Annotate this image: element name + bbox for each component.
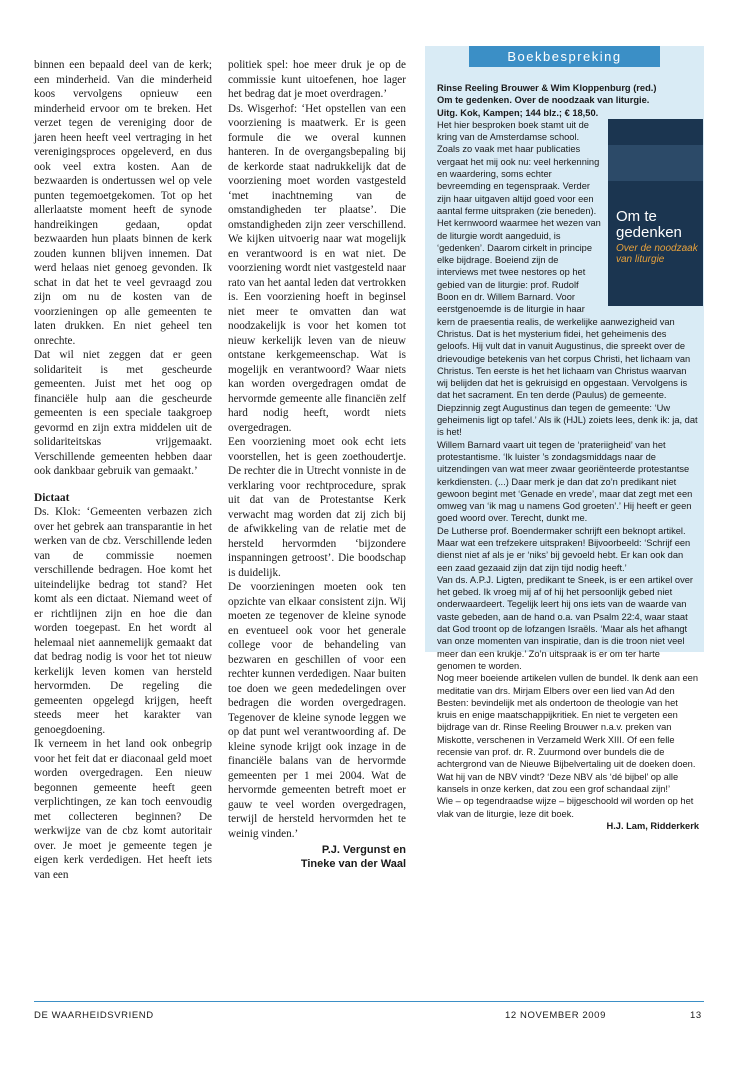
review-paragraph: Wie – op tegendraadse wijze – bijgeschoold wil worden op het vlak van de liturgie, leze dit boek.: [437, 796, 694, 819]
issue-date: 12 NOVEMBER 2009: [505, 1010, 606, 1021]
reviewer-signature: H.J. Lam, Ridderkerk: [606, 820, 699, 831]
cover-band: [608, 145, 703, 181]
review-body: [437, 82, 699, 832]
paragraph: Ds. Klok: ‘Gemeenten verbazen zich over het gebrek aan transparantie in het werken van de cbz. Verschillende leden van de commissie noemen verschillende bedragen. Hoe komt het uiteindelijke bedrag tot stand? Het komt als een dictaat. Niemand weet of er richtlijnen zijn en hoe die dan worden toegepast. En het wordt al helemaal niet aannemelijk gemaakt dat dat bedrag nodig is voor het tot nieuw kerkelijk leven komen van hersteld hervormden. De regeling die gemeenten opgelegd krijgen, heeft steeds meer het karakter van genoegdoening.: [34, 506, 212, 736]
book-cover-image: [608, 119, 703, 306]
paragraph: politiek spel: hoe meer druk je op de commissie kunt uitoefenen, hoe lager het bedrag dat je moet overdragen.’: [228, 59, 406, 100]
page-number: 13: [690, 1010, 702, 1021]
book-review-box: [425, 46, 704, 831]
publication-name: DE WAARHEIDSVRIEND: [34, 1010, 154, 1021]
article-column-2: [228, 58, 406, 871]
paragraph: Dat wil niet zeggen dat er geen solidariteit is met gescheurde gemeenten. Juist met het oog op financiële hulp aan die gescheurde gemeenten is een speciale taakgroep gevormd en zijn extra middelen uit de solidariteitskas vrijgemaakt. Verschillende gemeenten hebben daar ook dankbaar gebruik van gemaakt.’: [34, 349, 212, 477]
review-paragraph: Het kernwoord waarmee het wezen van de liturgie wordt aangeduid, is ‘gedenken’. Daarom cirkelt in principe elke bijdrage. Boeiend zijn de interviews met twee nestores op het gebied van de liturgie: prof. Rudolf Boon en dr. Willem Barnard. Voor eerstgenoemde is de liturgie in haar kern de praesentia realis, de werkelijke aanwezigheid van Christus. Dat is het mysterium fidei, het geheimenis des geloofs. Hij vult dat in vanuit Augustinus, die spreekt over de drievoudige betekenis van het corpus Christi, het lichaam van Christus. Ten eerste is het het lichaam van Christus waarvan wij belijden dat het is gekruisigd en opgestaan. Vervolgens is dat het sacrament. En ten derde (Paulus) de gemeente. Diepzinnig zegt Augustinus dan tegen de gemeente: ‘Uw geheimenis ligt op tafel.’ Als ik (HJL) zoiets lees, denk ik: ja, dat is het!: [437, 218, 698, 438]
paragraph: binnen een bepaald deel van de kerk; een minderheid. Van die minderheid koos vervolgens opnieuw een minderheid ervoor om te breken. Het verzet tegen de vereniging door de jaren heen heeft veel vertraging in het verenigingsproces opgeleverd, en dus ook veel extra kosten. Aan de bezwaarden is ondertussen wel op vele punten tegemoetgekomen. Tot op het allerlaatste moment heeft de synode handreikingen gedaan, opdat bezwaarden hun plaats binnen de kerk zouden kunnen blijven innemen. Dat werd helaas niet genoeg gevonden. Ik schat in dat het te veel gevraagd zou zijn om nu de kosten van de voorzieningen op alle gemeenten te laten drukken. En niet geheel ten onrechte.: [34, 59, 212, 347]
section-heading: Dictaat: [34, 491, 70, 504]
signature-line: Tineke van der Waal: [300, 858, 406, 870]
paragraph: Ds. Wisgerhof: ‘Het opstellen van een voorziening is maatwerk. Er is geen formule die we overal kunnen hanteren. In de overgangsbepaling bij de kerkorde staat nadrukkelijk dat de voorziening moet worden vastgesteld ‘met inachtneming van de omstandigheden ter plaatse’. Die omstandigheden zijn zeer verschillend. We kijken uitvoerig naar wat mogelijk en verantwoord is en wat niet. De voorziening wordt niet vastgesteld naar rato van het aantal leden dat vertrokken is. Een voorziening hoeft in beginsel niet meer te omvatten dan wat noodzakelijk is voor het komen tot nieuw kerkelijk leven van de nieuw ontstane kerkgemeenschap. Wat is mogelijk en verantwoord? Waar niets kan worden overgedragen omdat de hervormde gemeente alle financiën zelf hard nodig heeft, wordt niets overgedragen.: [228, 102, 406, 434]
article-column-1: [34, 58, 212, 882]
review-paragraph: Nog meer boeiende artikelen vullen de bundel. Ik denk aan een meditatie van drs. Mirjam Elbers over een lied van Ad den Besten: bevindelijk met als ondertoon de theologie van het kruis en enige maatschappijkritiek. En niet te vergeten een bijdrage van dr. Rinse Reeling Brouwer n.a.v. preken van Miskotte, verschenen in Verzameld Werk XIII. Of een felle recensie van prof. dr. R. Zuurmond over bundels die de achtergrond van de Nieuwe Bijbelvertaling uit de doeken doen. Wat hij van de NBV vindt? ‘Deze NBV als ‘dé bijbel’ op alle kansels in onze kerken, dat zou een grof schandaal zijn!’: [437, 673, 699, 794]
bibliography-line: Rinse Reeling Brouwer & Wim Kloppenburg (red.): [437, 83, 657, 93]
review-paragraph: Het hier besproken boek stamt uit de kring van de Amsterdamse school. Zoals zo vaak met haar publicaties vergaat het mij ook nu: veel herkenning en waardering, soms echter bevreemding en tegenspraak. Verder zijn haar uitgaven altijd goed voor een aantal ferme uitspraken (zie beneden).: [437, 119, 600, 216]
review-paragraph: Van ds. A.P.J. Ligten, predikant te Sneek, is er een artikel over het gebed. Ik vroeg mij af of hij het persoonlijk gebed niet onderwaardeert. Tegelijk leert hij ons iets van de waarde van vaste gebeden, aan de hand o.a. van Psalm 22:4, waar staat dat God troont op de lofzangen Israëls. ‘Maar als het afhangt van onze momenten van inspiratie, dan is die troon niet veel meer dan een krukje.’ Zo’n uitspraak is er om ter harte genomen te worden.: [437, 574, 693, 671]
bibliography-line: Uitg. Kok, Kampen; 144 blz.; € 18,50.: [437, 107, 599, 118]
cover-title: Om te gedenken: [616, 207, 682, 241]
cover-subtitle: Over de noodzaak van liturgie: [616, 242, 698, 265]
paragraph: De voorzieningen moeten ook ten opzichte van elkaar consistent zijn. Wij moeten ze tegenover de kleine synode en eventueel ook voor het generale college voor de behandeling van bezwaren en geschillen of voor een rechter kunnen verdedigen. Naar buiten toe doen we geen mededelingen over bedragen die worden overgedragen. Tegenover de kleine synode leggen we op dat punt wel verantwoording af. De kleine synode krijgt ook inzage in de financiële balans van de hervormde gemeenten per 1 mei 2004. Wat de hervormde gemeenten betreft moet er gauw te veel worden overgedragen, terwijl de hersteld hervormden het te weinig vinden.’: [228, 581, 406, 840]
author-signature: [228, 843, 406, 871]
review-paragraph: Willem Barnard vaart uit tegen de ‘prateriigheid’ van het protestantisme. ‘Ik luister ’s zondagsmiddags naar de uitzendingen van wat meer zwaar georiënteerde protestantse kerkdiensten. (...) Daar merk je dan dat zo’n predikant niet gewoon begint met ‘Genade en vrede’, maar dat zegt met een omweg van ‘ik mag u namens God groeten’.’ Hij heeft er geen goed woord over. Terecht, dunkt me.: [437, 439, 693, 524]
review-paragraph: De Lutherse prof. Boendermaker schrijft een beknopt artikel. Maar wat een trefzekere uitspraken! Bijvoorbeeld: ‘Schrijf een dienst niet af als je er ‘niks’ bij gevoeld hebt. Er kan ook dan een zaad gezaaid zijn dat zijn tijd nodig heeft.’: [437, 525, 691, 573]
signature-line: P.J. Vergunst en: [321, 844, 406, 856]
bibliography-line: Om te gedenken. Over de noodzaak van liturgie.: [437, 95, 650, 106]
paragraph: Een voorziening moet ook echt iets voorstellen, het is geen zoethoudertje. De rechter die in Utrecht vonniste in de verklaring voor rechtprocedure, sprak uit dat van de Protestantse Kerk verwacht mag worden dat zij zich bij de afwikkeling van de relatie met de hersteld hervormden ‘bijzondere inspanningen getroost’. Die boodschap is duidelijk.: [228, 436, 406, 579]
review-heading: Boekbespreking: [469, 46, 660, 67]
footer-divider: [34, 1001, 704, 1002]
paragraph: Ik verneem in het land ook onbegrip voor het feit dat er diaconaal geld moet worden overgedragen. Een nieuw begonnen gemeente heeft geen verplichtingen, ze kan toch eenvoudig met collecteren beginnen? De werkwijze van de cbz komt autoritair over. Je moet je gemeente tegen je eigen kerk verdedigen. Het heeft iets van een: [34, 738, 212, 881]
